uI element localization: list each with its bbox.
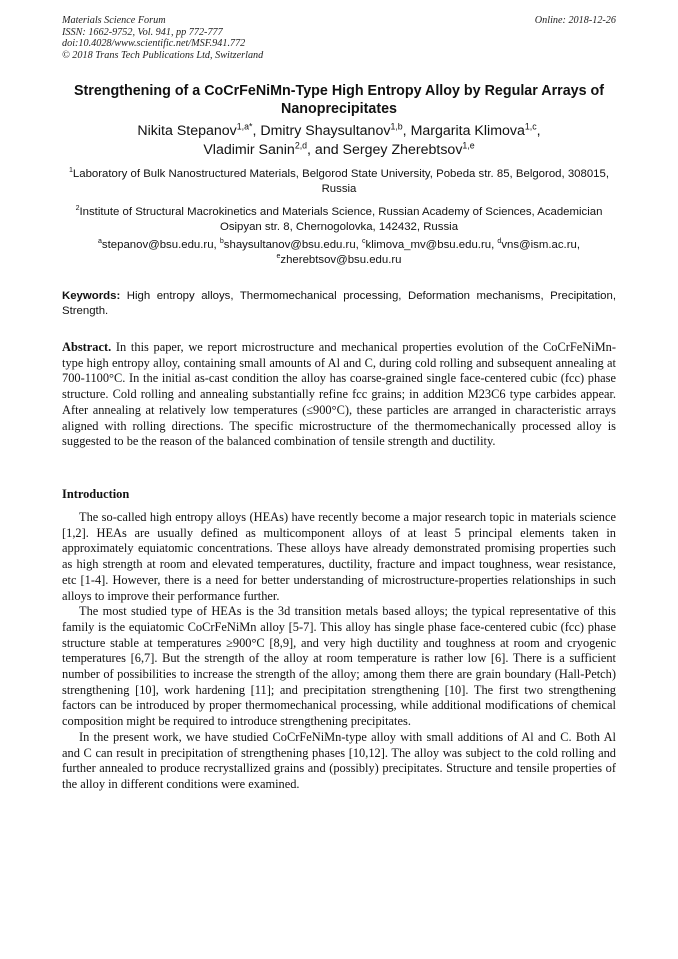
- affiliation-number: 2: [75, 205, 80, 213]
- introduction-body: [62, 510, 616, 793]
- affiliation-1: [62, 167, 616, 196]
- author-name: Dmitry Shaysultanov: [260, 123, 391, 139]
- issn-line: ISSN: 1662-9752, Vol. 941, pp 772-777: [62, 26, 223, 38]
- abstract-text: In this paper, we report microstructure and mechanical properties evolution of the CoCrFeNiMn-type high entropy alloy, containing small amounts of Al and C, during cold rolling and subsequent annealing at 700-1100°C. In the initial as-cast condition the alloy has coarse-grained single face-centered cubic (fcc) phase structure. Cold rolling and annealing substantially refine fcc grains; in addition M23C6 type carbides appear. After annealing at relatively low temperatures (≤900°C), these particles are arranged in characteristic arrays aligned with rolling directions. The specific microstructure of the thermomechanically processed alloy is suggested to be the reason of the balanced combination of tensile strength and ductility.: [62, 340, 616, 449]
- author-separator: , and: [307, 142, 343, 158]
- email-link[interactable]: shaysultanov@bsu.edu.ru,: [223, 239, 363, 251]
- online-date-text: Online: 2018-12-26: [534, 15, 616, 26]
- intro-paragraph: The most studied type of HEAs is the 3d transition metals based alloys; the typical representative of this family is the equiatomic CoCrFeNiMn alloy [5-7]. This alloy has single phase face-centered cubic (fcc) phase structure stable at temperatures ≥900°C [8,9], and very high ductility and toughness at room and cryogenic temperatures [6,7]. But the strength of the alloy at room temperature is rather low [6]. There is a sufficient number of possibilities to increase the strength of the alloy; among them there are grain boundary (Hall-Petch) strengthening [10], work hardening [11]; and precipitation strengthening [10]. The first two strengthening factors can be introduced by proper thermomechanical processing, while additional modifications of chemical composition might be required to introduce strengthening precipitates.: [62, 604, 616, 729]
- keywords-block: [62, 289, 616, 318]
- author-name: Nikita Stepanov: [137, 123, 237, 139]
- intro-paragraph: The so-called high entropy alloys (HEAs) have recently become a major research topic in materials science [1,2]. HEAs are usually defined as multicomponent alloys of at least 5 principal elements taken in approximately equiatomic concentrations. These alloys have already demonstrated promising properties such as high strength at room and elevated temperatures, ductility, fracture and impact toughness, wear resistance, etc [1-4]. However, there is a need for better understanding of microstructure-properties relationships in such alloys to improve their performance further.: [62, 510, 616, 603]
- email-link[interactable]: klimova_mv@bsu.edu.ru,: [365, 239, 498, 251]
- abstract-label: Abstract.: [62, 340, 112, 354]
- author-separator: ,: [402, 123, 411, 139]
- keywords-text: High entropy alloys, Thermomechanical processing, Deformation mechanisms, Precipitation, Strength.: [62, 290, 616, 317]
- intro-paragraph: In the present work, we have studied CoCrFeNiMn-type alloy with small additions of Al and C. Both Al and C can result in precipitation of strengthening phases [10,12]. The alloy was subject to the cold rolling and further annealed to produce recrystallized grains and (possibly) precipitates. Structure and tensile properties of the alloy in different conditions were examined.: [62, 729, 616, 791]
- affiliation-text: Institute of Structural Macrokinetics and Materials Science, Russian Academy of Sciences, Academician Osipyan str. 8, Chernogolovka, 142432, Russia: [79, 206, 603, 233]
- email-mark: a: [98, 238, 102, 246]
- abstract-block: [62, 340, 616, 450]
- affiliation-2: [62, 205, 616, 234]
- email-list: [62, 238, 616, 267]
- email-mark: b: [219, 238, 224, 246]
- author-affiliation-mark: 2,d: [294, 140, 308, 151]
- affiliation-text: Laboratory of Bulk Nanostructured Materials, Belgorod State University, Pobeda str. 85, Belgorod, 308015, Russia: [72, 168, 609, 195]
- author-list: [62, 122, 616, 160]
- author-name: Sergey Zherebtsov: [342, 142, 463, 158]
- online-date: [535, 15, 616, 27]
- journal-header: [62, 15, 263, 61]
- email-link[interactable]: vns@ism.ac.ru,: [501, 239, 580, 251]
- keywords-label: Keywords:: [62, 290, 121, 302]
- author-affiliation-mark: 1,a*: [236, 121, 253, 132]
- email-mark: e: [276, 252, 281, 260]
- author-affiliation-mark: 1,e: [462, 140, 475, 151]
- email-link[interactable]: zherebtsov@bsu.edu.ru: [280, 253, 402, 266]
- journal-name: Materials Science Forum: [62, 15, 166, 26]
- paper-title: Strengthening of a CoCrFeNiMn-Type High Entropy Alloy by Regular Arrays of Nanoprecipitates: [73, 83, 605, 117]
- author-name: Vladimir Sanin: [203, 142, 295, 158]
- affiliation-number: 1: [68, 167, 73, 175]
- author-separator: ,: [252, 123, 261, 139]
- author-affiliation-mark: 1,b: [390, 121, 403, 132]
- email-mark: c: [362, 238, 366, 246]
- author-separator: ,: [536, 123, 541, 139]
- email-mark: d: [497, 238, 502, 246]
- doi-line[interactable]: doi:10.4028/www.scientific.net/MSF.941.772: [62, 38, 246, 50]
- author-name: Margarita Klimova: [410, 123, 525, 139]
- section-heading-introduction: Introduction: [62, 487, 130, 501]
- copyright-line: © 2018 Trans Tech Publications Ltd, Switzerland: [62, 49, 264, 61]
- email-link[interactable]: stepanov@bsu.edu.ru,: [101, 239, 220, 251]
- author-affiliation-mark: 1,c: [524, 121, 537, 132]
